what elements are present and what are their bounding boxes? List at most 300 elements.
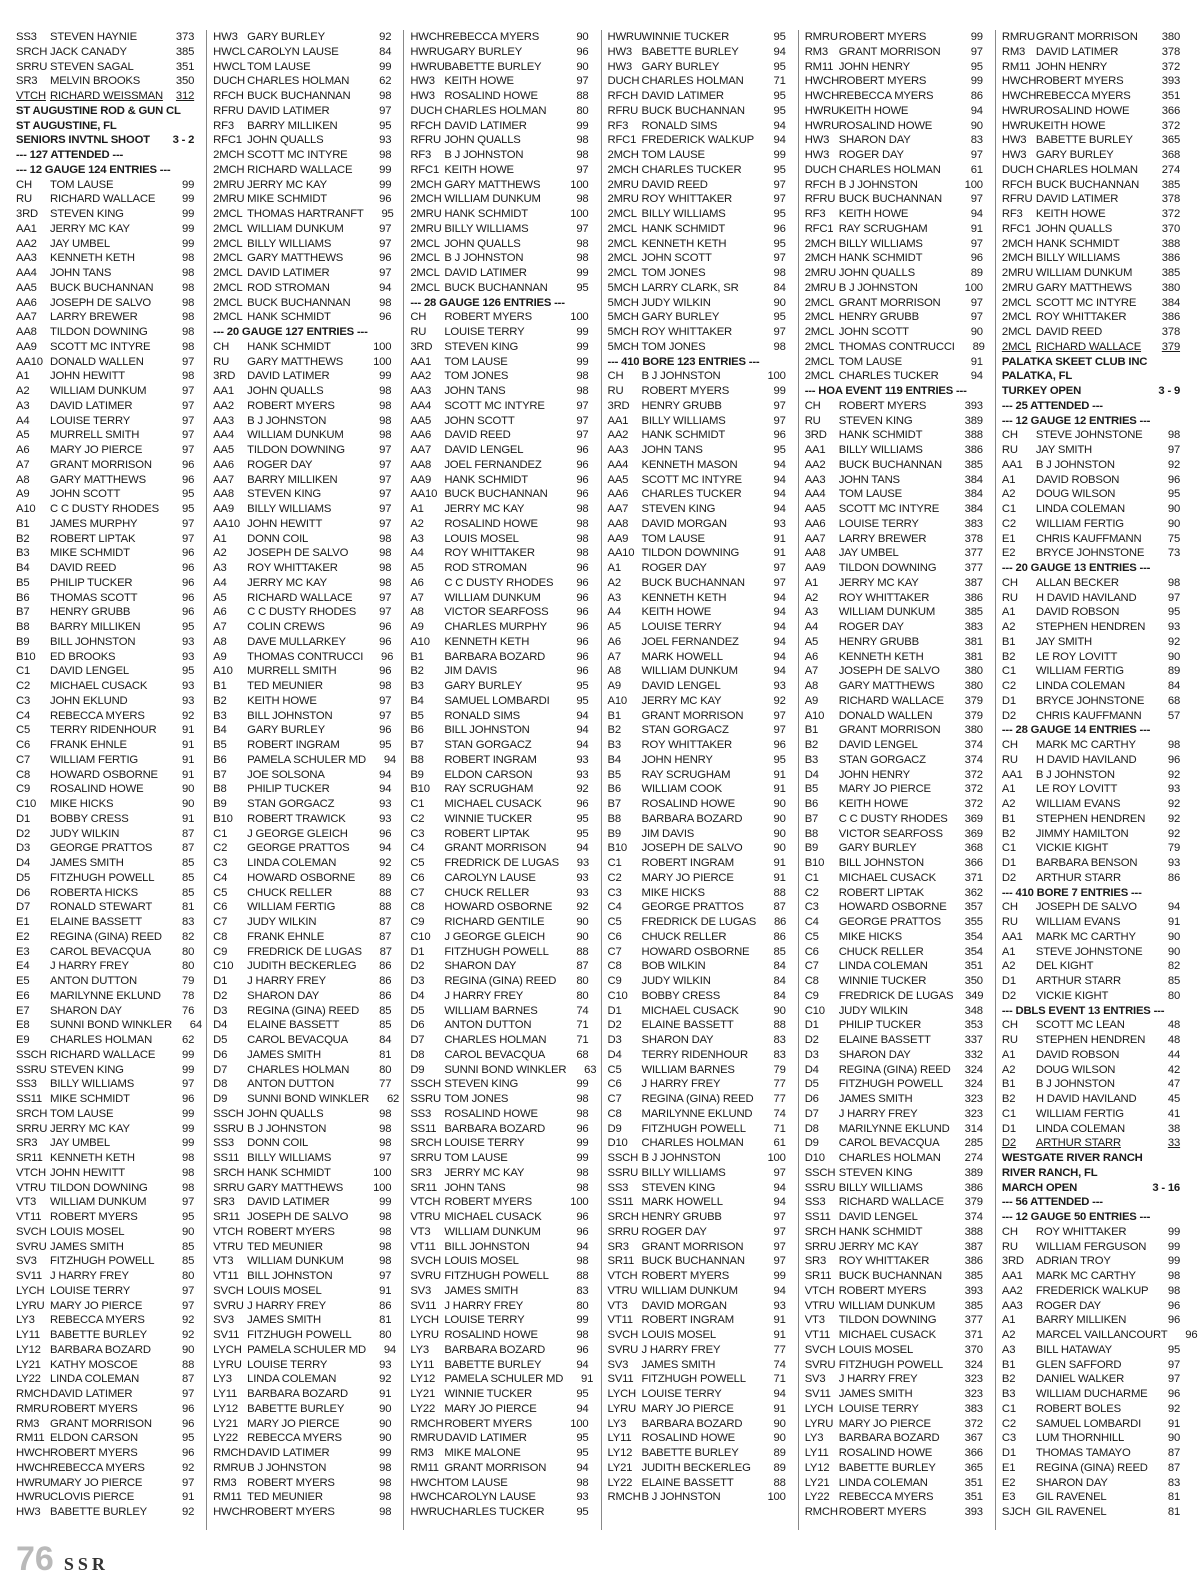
score: 97 xyxy=(773,414,786,427)
class-code: C2 xyxy=(410,812,425,825)
score: 370 xyxy=(1161,222,1181,235)
shooter-name: HENRY GRUBB xyxy=(50,606,131,619)
class-code: VT3 xyxy=(804,1314,825,1327)
score: 73 xyxy=(1167,547,1181,560)
score: 97 xyxy=(182,1196,195,1209)
class-code: RM11 xyxy=(1001,60,1031,73)
shooter-name: TOM LAUSE xyxy=(247,60,311,73)
score: 92 xyxy=(379,1373,392,1386)
score: 385 xyxy=(964,458,983,471)
shooter-name: ROSALIND HOWE xyxy=(50,783,144,796)
score: 98 xyxy=(379,1476,392,1489)
class-code: AA1 xyxy=(213,385,234,397)
score: 386 xyxy=(1161,252,1181,265)
class-code: SR3 xyxy=(607,1240,629,1253)
score: 92 xyxy=(1167,1402,1181,1415)
result-row xyxy=(410,827,592,842)
shooter-name: JOHN TANS xyxy=(50,267,112,279)
class-code: HWCH xyxy=(213,1506,248,1518)
result-row xyxy=(805,664,987,679)
shooter-name: CHARLES TUCKER xyxy=(641,488,742,501)
score: 98 xyxy=(379,547,392,560)
shooter-name: GRANT MORRISON xyxy=(50,458,152,471)
shooter-name: FITZHUGH POWELL xyxy=(50,871,155,884)
class-code: AA6 xyxy=(804,517,826,530)
score: 93 xyxy=(379,798,392,810)
result-row xyxy=(805,1372,987,1387)
result-row xyxy=(410,192,592,207)
shooter-name: KENNETH KETH xyxy=(641,237,727,250)
result-row xyxy=(213,679,395,694)
result-row xyxy=(1002,89,1184,104)
class-code: RM3 xyxy=(213,1476,237,1489)
shooter-name: JOSEPH DE SALVO xyxy=(838,665,940,678)
class-code: D5 xyxy=(213,1034,228,1046)
shooter-name: ROD STROMAN xyxy=(247,281,330,294)
class-code: HWCH xyxy=(410,1476,445,1489)
score: 285 xyxy=(964,1137,983,1150)
shooter-name: GRANT MORRISON xyxy=(50,1417,152,1430)
shooter-name: RICHARD WALLACE xyxy=(50,193,156,206)
score: 380 xyxy=(1161,281,1181,294)
shooter-name: LOUISE TERRY xyxy=(50,1284,131,1297)
result-row xyxy=(1002,797,1184,812)
score: 91 xyxy=(182,768,195,781)
class-code: LY22 xyxy=(16,1373,41,1386)
heading-text: --- HOA EVENT 119 ENTRIES --- xyxy=(804,385,967,397)
score: 90 xyxy=(576,31,589,43)
result-row xyxy=(608,1063,790,1078)
score: 95 xyxy=(773,104,786,117)
shooter-name: STEVE JOHNSTONE xyxy=(1035,945,1143,958)
shooter-name: ROBERT MYERS xyxy=(50,1402,138,1415)
class-code: D6 xyxy=(410,1019,425,1032)
result-row xyxy=(805,502,987,517)
score: 95 xyxy=(773,237,786,250)
score: 87 xyxy=(182,1373,195,1386)
result-row xyxy=(805,414,987,429)
shooter-name: HANK SCHMIDT xyxy=(444,208,528,220)
class-code: A2 xyxy=(410,517,424,530)
class-code: AA3 xyxy=(410,385,432,397)
result-row xyxy=(410,1402,592,1417)
score: 98 xyxy=(379,399,392,412)
class-code: C10 xyxy=(213,960,234,973)
class-code: C1 xyxy=(1001,1107,1016,1120)
class-code: SVRU xyxy=(410,1270,441,1282)
score: 98 xyxy=(576,1255,589,1268)
score: 377 xyxy=(964,562,983,574)
score: 77 xyxy=(379,1078,392,1091)
class-code: E1 xyxy=(16,916,30,928)
class-code: A6 xyxy=(213,606,227,619)
result-row xyxy=(608,237,790,252)
score: 94 xyxy=(773,635,786,648)
score: 86 xyxy=(970,90,983,102)
score: 98 xyxy=(379,385,392,397)
score: 96 xyxy=(1185,1329,1198,1341)
shooter-name: REGINA (GINA) REED xyxy=(1035,1461,1148,1474)
score: 384 xyxy=(964,503,983,515)
shooter-name: KENNETH MASON xyxy=(641,458,738,471)
score: 83 xyxy=(182,916,195,928)
shooter-name: KENNETH KETH xyxy=(50,1152,135,1164)
class-code: E2 xyxy=(1001,547,1016,560)
shooter-name: STEVEN KING xyxy=(641,503,716,515)
score: 83 xyxy=(773,1034,786,1046)
shooter-name: ELAINE BASSETT xyxy=(838,1034,931,1046)
class-code: D2 xyxy=(1001,871,1016,884)
shooter-name: GEORGE PRATTOS xyxy=(838,916,941,928)
score: 96 xyxy=(381,650,394,663)
shooter-name: CHRIS KAUFFMANN xyxy=(1035,709,1142,722)
score: 92 xyxy=(773,694,786,707)
result-row xyxy=(410,414,592,429)
result-row xyxy=(1002,650,1184,665)
shooter-name: ADRIAN TROY xyxy=(1035,1255,1111,1268)
heading-text: --- 12 GAUGE 12 ENTRIES --- xyxy=(1001,414,1151,427)
class-code: B9 xyxy=(607,827,621,840)
shooter-name: JUDITH BECKERLEG xyxy=(641,1461,751,1474)
shooter-name: ROBERT MYERS xyxy=(641,1270,730,1282)
class-code: AA5 xyxy=(16,281,37,294)
result-row xyxy=(16,1092,198,1107)
score: 85 xyxy=(182,871,195,884)
score: 372 xyxy=(1161,119,1181,132)
result-row xyxy=(805,694,987,709)
class-code: VTCH xyxy=(213,1225,244,1238)
score: 89 xyxy=(773,1461,786,1474)
result-row xyxy=(805,1299,987,1314)
shooter-name: RAY SCRUGHAM xyxy=(444,783,534,796)
result-row xyxy=(805,561,987,576)
score: 97 xyxy=(379,473,392,486)
result-row xyxy=(16,1284,198,1299)
class-code: AA3 xyxy=(607,444,629,456)
score: 99 xyxy=(970,75,983,88)
shooter-name: STEVEN KING xyxy=(838,1166,913,1179)
shooter-name: STAN GORGACZ xyxy=(247,798,335,810)
score: 97 xyxy=(773,576,786,589)
result-row xyxy=(1002,1490,1184,1505)
result-row xyxy=(1002,1107,1184,1122)
shooter-name: JAMES SMITH xyxy=(247,1048,321,1061)
class-code: SS11 xyxy=(607,1196,634,1209)
result-row xyxy=(805,1122,987,1137)
shooter-name: J HARRY FREY xyxy=(641,1078,721,1091)
shooter-name: ELDON CARSON xyxy=(444,768,533,781)
result-row xyxy=(410,664,592,679)
class-code: D1 xyxy=(410,945,425,958)
class-code: B2 xyxy=(607,724,621,737)
shooter-name: KEITH HOWE xyxy=(641,606,712,619)
score: 95 xyxy=(576,1506,589,1518)
shooter-name: ROBERT MYERS xyxy=(838,31,927,43)
shooter-name: THOMAS TAMAYO xyxy=(1035,1447,1131,1459)
score: 92 xyxy=(182,709,195,722)
shooter-name: RAY SCRUGHAM xyxy=(838,222,928,235)
result-row xyxy=(16,679,198,694)
class-code: HWRU xyxy=(804,119,840,132)
shooter-name: B J JOHNSTON xyxy=(838,281,918,294)
class-code: 2MCH xyxy=(410,178,442,191)
score: 379 xyxy=(1161,340,1181,353)
result-row xyxy=(805,340,987,355)
class-code: LY3 xyxy=(804,1432,824,1445)
class-code: B4 xyxy=(16,562,30,574)
class-code: 5MCH xyxy=(607,296,639,309)
result-row xyxy=(608,251,790,266)
shooter-name: MIKE MALONE xyxy=(444,1447,521,1459)
result-row xyxy=(410,1505,592,1520)
shooter-name: H DAVID HAVILAND xyxy=(1035,591,1137,604)
shooter-name: ROBERT MYERS xyxy=(247,1506,335,1518)
class-code: E6 xyxy=(16,989,30,1002)
score: 98 xyxy=(379,90,392,102)
result-row xyxy=(1002,709,1184,724)
shooter-name: CAROL BEVACQUA xyxy=(247,1034,348,1046)
class-code: AA7 xyxy=(607,503,629,515)
shooter-name: JOSEPH DE SALVO xyxy=(641,842,743,855)
shooter-name: DAVID LATIMER xyxy=(50,399,133,412)
score: 314 xyxy=(964,1122,983,1135)
section-heading xyxy=(16,148,198,163)
result-row xyxy=(1002,812,1184,827)
result-row xyxy=(805,310,987,325)
score: 94 xyxy=(576,1240,589,1253)
shooter-name: FREDERICK WALKUP xyxy=(1035,1284,1149,1297)
score: 96 xyxy=(773,429,786,442)
shooter-name: GRANT MORRISON xyxy=(838,45,941,58)
class-code: 2MCL xyxy=(607,208,637,220)
shooter-name: JUDY WILKIN xyxy=(838,1004,908,1017)
score: 96 xyxy=(379,827,392,840)
class-code: A3 xyxy=(16,399,30,412)
result-row xyxy=(16,30,198,45)
shooter-name: STAN GORGACZ xyxy=(444,739,532,751)
result-row xyxy=(213,1210,395,1225)
result-row xyxy=(410,148,592,163)
class-code: SR11 xyxy=(804,1270,832,1282)
result-row xyxy=(608,414,790,429)
shooter-name: STEVEN KING xyxy=(838,414,913,427)
class-code: B5 xyxy=(213,739,227,751)
score: 94 xyxy=(773,134,786,147)
shooter-name: ARTHUR STARR xyxy=(1035,975,1121,987)
class-code: B3 xyxy=(1001,1388,1016,1400)
score: 96 xyxy=(1167,1388,1181,1400)
score: 368 xyxy=(1161,149,1181,161)
heading-text: WESTGATE RIVER RANCH xyxy=(1001,1152,1143,1164)
result-row xyxy=(608,650,790,665)
score: 389 xyxy=(964,1166,983,1179)
shooter-name: HANK SCHMIDT xyxy=(444,473,528,486)
class-code: AA1 xyxy=(16,222,37,235)
shooter-name: BUCK BUCHANNAN xyxy=(641,1255,745,1268)
shooter-name: GEORGE PRATTOS xyxy=(641,901,744,914)
shooter-name: BUCK BUCHANNAN xyxy=(444,488,548,501)
class-code: SS3 xyxy=(804,1196,826,1209)
class-code: SR3 xyxy=(410,1166,432,1179)
shooter-name: WILLIAM DUNKUM xyxy=(1035,267,1133,279)
result-row xyxy=(1002,443,1184,458)
result-row xyxy=(410,1166,592,1181)
result-row xyxy=(608,989,790,1004)
result-row xyxy=(213,812,395,827)
class-code: HWRU xyxy=(16,1491,51,1504)
shooter-name: GLEN SAFFORD xyxy=(1035,1358,1122,1371)
class-code: C4 xyxy=(410,842,425,855)
result-row xyxy=(805,237,987,252)
class-code: B4 xyxy=(607,753,621,766)
score: 93 xyxy=(576,886,589,899)
shooter-name: DAVID MORGAN xyxy=(641,1299,727,1312)
result-row xyxy=(213,355,395,370)
score: 366 xyxy=(964,857,983,869)
class-code: A2 xyxy=(16,385,30,397)
shooter-name: FITZHUGH POWELL xyxy=(444,1270,549,1282)
score: 99 xyxy=(773,1270,786,1282)
heading-text: --- 410 BORE 123 ENTRIES --- xyxy=(607,355,760,368)
score: 87 xyxy=(773,901,786,914)
shooter-name: MIKE HICKS xyxy=(838,930,902,943)
class-code: RMRU xyxy=(410,1432,444,1445)
score: 97 xyxy=(379,1270,392,1282)
score: 98 xyxy=(1167,1284,1181,1297)
class-code: 2MRU xyxy=(410,222,442,235)
score: 91 xyxy=(182,753,195,766)
score: 100 xyxy=(964,178,983,191)
shooter-name: JERRY MC KAY xyxy=(838,576,919,589)
shooter-name: ROBERT INGRAM xyxy=(247,739,340,751)
shooter-name: WILLIAM FERTIG xyxy=(1035,665,1124,678)
shooter-name: CHARLES HOLMAN xyxy=(641,75,744,88)
shooter-name: HANK SCHMIDT xyxy=(247,1166,331,1179)
shooter-name: KENNETH KETH xyxy=(50,252,135,265)
shooter-name: JERRY MC KAY xyxy=(641,694,722,707)
class-code: A4 xyxy=(213,576,227,589)
shooter-name: HOWARD OSBORNE xyxy=(444,901,553,914)
score: 87 xyxy=(379,945,392,958)
result-row xyxy=(805,827,987,842)
shooter-name: LOUISE TERRY xyxy=(247,1358,328,1371)
class-code: HWCH xyxy=(410,1491,445,1504)
section-heading xyxy=(1002,1181,1184,1196)
shooter-name: MICHAEL CUSACK xyxy=(50,680,148,692)
result-row xyxy=(805,871,987,886)
result-row xyxy=(16,1048,198,1063)
shooter-name: MARY JO PIERCE xyxy=(247,1417,340,1430)
score: 90 xyxy=(773,798,786,810)
shooter-name: JOHN SCOTT xyxy=(50,488,121,501)
shooter-name: TERRY RIDENHOUR xyxy=(641,1048,748,1061)
result-row xyxy=(1002,74,1184,89)
shooter-name: JAY UMBEL xyxy=(50,237,110,250)
class-code: SS3 xyxy=(16,1078,37,1091)
result-row xyxy=(1002,1122,1184,1137)
score: 371 xyxy=(964,871,983,884)
result-row xyxy=(410,1195,592,1210)
result-row xyxy=(410,1431,592,1446)
result-row xyxy=(1002,1048,1184,1063)
result-row xyxy=(805,605,987,620)
class-code: 3RD xyxy=(410,340,433,353)
result-row xyxy=(805,251,987,266)
result-row xyxy=(213,827,395,842)
result-row xyxy=(410,679,592,694)
score: 378 xyxy=(1161,193,1181,206)
result-row xyxy=(16,1018,202,1033)
result-row xyxy=(16,635,198,650)
score: 86 xyxy=(379,975,392,987)
class-code: 2MCH xyxy=(607,163,639,176)
result-row xyxy=(213,104,395,119)
heading-text: --- 20 GAUGE 127 ENTRIES --- xyxy=(213,326,368,338)
shooter-name: ROY WHITTAKER xyxy=(838,1255,930,1268)
result-row xyxy=(16,605,198,620)
shooter-name: JERRY MC KAY xyxy=(50,222,130,235)
score: 96 xyxy=(1167,753,1181,766)
result-row xyxy=(608,945,790,960)
result-row xyxy=(213,1092,400,1107)
result-row xyxy=(16,1417,198,1432)
result-row xyxy=(213,443,395,458)
class-code: SVCH xyxy=(16,1225,47,1238)
shooter-name: JOE SOLSONA xyxy=(247,768,325,781)
score: 92 xyxy=(182,1506,195,1518)
class-code: RF3 xyxy=(410,149,432,161)
score: 98 xyxy=(576,1093,589,1105)
result-row xyxy=(608,89,790,104)
shooter-name: DOUG WILSON xyxy=(1035,488,1116,501)
class-code: 2MRU xyxy=(804,267,836,279)
result-row xyxy=(805,1358,987,1373)
score: 98 xyxy=(576,385,589,397)
shooter-name: BILL JOHNSTON xyxy=(838,857,924,869)
class-code: HWRU xyxy=(607,31,642,43)
shooter-name: SHARON DAY xyxy=(247,989,320,1002)
shooter-name: WILLIAM FERTIG xyxy=(247,901,336,914)
shooter-name: REBECCA MYERS xyxy=(247,1432,342,1445)
score: 97 xyxy=(970,149,983,161)
result-row xyxy=(410,635,592,650)
result-row xyxy=(410,1284,592,1299)
score: 96 xyxy=(576,798,589,810)
shooter-name: BILLY WILLIAMS xyxy=(1035,252,1120,265)
score: 96 xyxy=(576,606,589,619)
result-row xyxy=(16,797,198,812)
result-row xyxy=(805,266,987,281)
class-code: D1 xyxy=(1001,857,1016,869)
shooter-name: KEITH HOWE xyxy=(1035,119,1106,132)
result-row xyxy=(213,768,395,783)
class-code: SS11 xyxy=(410,1122,437,1135)
result-row xyxy=(213,502,395,517)
result-row xyxy=(805,635,987,650)
class-code: RMCH xyxy=(16,1388,50,1400)
class-code: SRRU xyxy=(213,1181,245,1194)
class-code: HWRU xyxy=(1001,119,1037,132)
shooter-name: CHUCK RELLER xyxy=(247,886,333,899)
shooter-name: MICHAEL CUSACK xyxy=(444,798,542,810)
shooter-name: GRANT MORRISON xyxy=(444,842,547,855)
class-code: B9 xyxy=(213,798,227,810)
shooter-name: B J JOHNSTON xyxy=(1035,768,1115,781)
result-row xyxy=(805,900,987,915)
shooter-name: CHARLES HOLMAN xyxy=(1035,163,1138,176)
class-code: HWRU xyxy=(1001,104,1037,117)
score: 385 xyxy=(964,1270,983,1282)
